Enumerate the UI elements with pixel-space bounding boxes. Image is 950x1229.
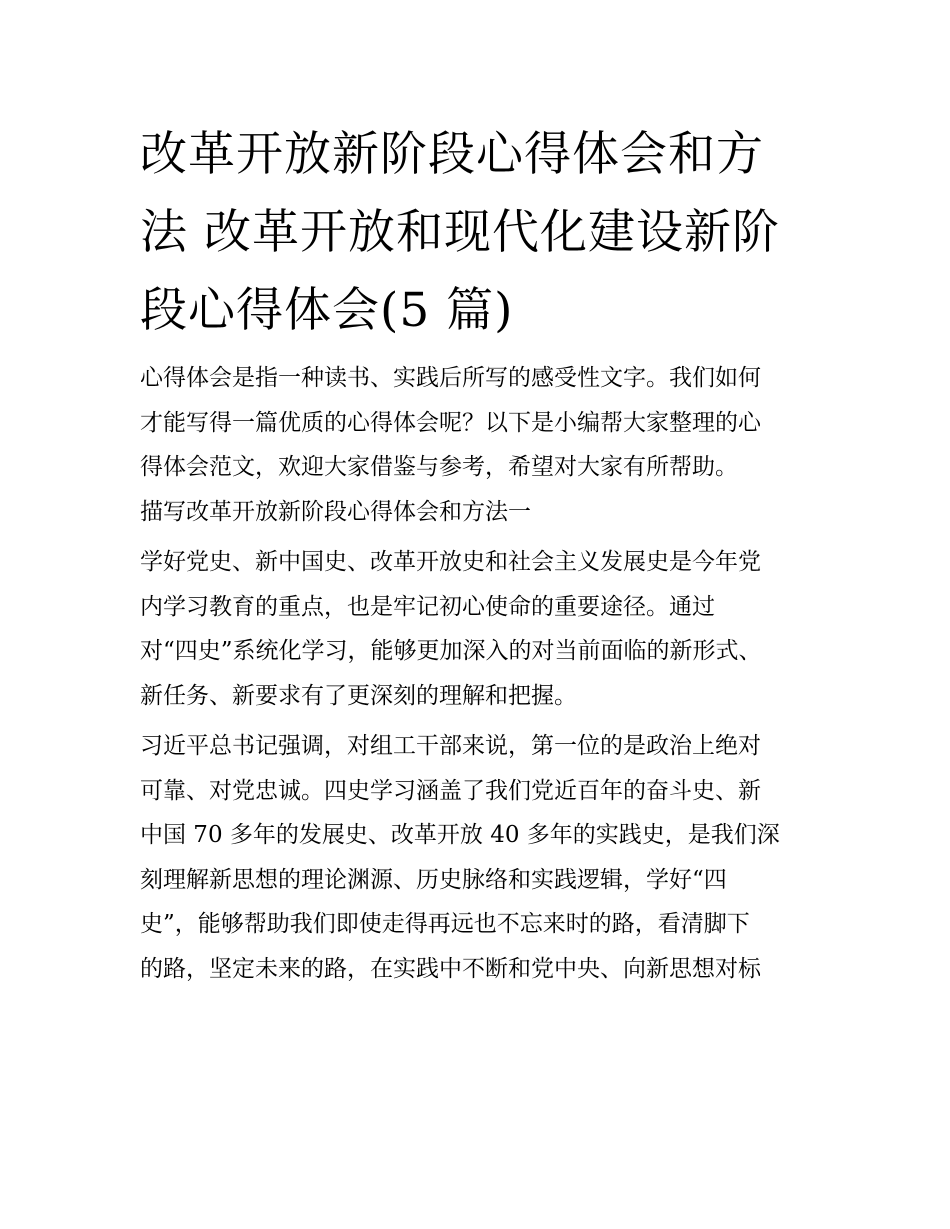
text-line: 心得体会是指一种读书、实践后所写的感受性文字。我们如何	[140, 365, 761, 391]
intro-paragraph	[140, 356, 830, 490]
text-line: 得体会范文，欢迎大家借鉴与参考，希望对大家有所帮助。	[140, 454, 738, 480]
title-line: 法 改革开放和现代化建设新阶	[140, 205, 780, 260]
text-line: 对“四史”系统化学习，能够更加深入的对当前面临的新形式、	[140, 638, 762, 664]
text-line: 的路，坚定未来的路，在实践中不断和党中央、向新思想对标	[140, 955, 761, 982]
title-line: 段心得体会(5 篇)	[140, 283, 514, 338]
text-line: 习近平总书记强调，对组工干部来说，第一位的是政治上绝对	[140, 733, 761, 759]
text-line: 新任务、新要求有了更深刻的理解和把握。	[140, 682, 577, 709]
title-line: 改革开放新阶段心得体会和方	[140, 127, 764, 182]
text-line: 可靠、对党忠诚。四史学习涵盖了我们党近百年的奋斗史、新	[140, 777, 761, 804]
text-line: 学好党史、新中国史、改革开放史和社会主义发展史是今年党	[140, 549, 761, 575]
section-heading	[140, 490, 830, 535]
text-line: 刻理解新思想的理论渊源、历史脉络和实践逻辑，学好“四	[140, 866, 727, 893]
body-paragraph	[140, 540, 830, 718]
document-title	[140, 116, 820, 350]
text-line: 中国 70 多年的发展史、改革开放 40 多年的实践史，是我们深	[140, 822, 780, 848]
body-paragraph	[140, 724, 830, 991]
text-line: 内学习教育的重点，也是牢记初心使命的重要途径。通过	[140, 593, 715, 620]
text-line: 才能写得一篇优质的心得体会呢？以下是小编帮大家整理的心	[140, 409, 761, 436]
text-line: 描写改革开放新阶段心得体会和方法一	[140, 498, 531, 525]
text-line: 史”，能够帮助我们即使走得再远也不忘来时的路，看清脚下	[140, 911, 750, 937]
document-body	[140, 356, 830, 991]
